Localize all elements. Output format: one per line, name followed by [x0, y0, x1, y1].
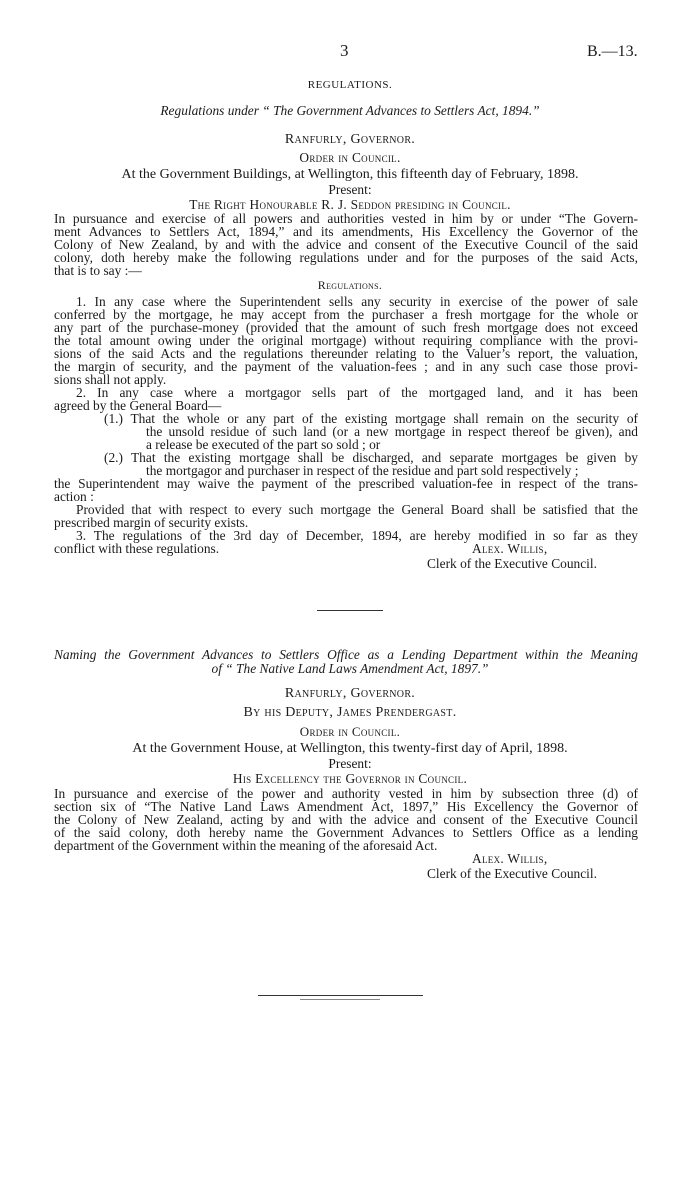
paragraph-2-end-line: action : — [54, 489, 94, 504]
preamble-line: colony, doth hereby make the following regulations under and for the purposes of the said Acts, — [54, 250, 638, 265]
paragraph-3-line: 3. The regulations of the 3rd day of December, 1894, are hereby modified in so far as they — [76, 528, 638, 543]
preamble-line: that is to say :— — [54, 263, 142, 278]
governor-line: Ranfurly, Governor. — [284, 132, 416, 147]
presiding-line: His Excellency the Governor in Council. — [232, 771, 468, 786]
present-label: Present: — [328, 182, 372, 197]
paragraph-2-line: 2. In any case where a mortgagor sells part of the mortgaged land, and it has been — [76, 385, 638, 400]
order-in-council: Order in Council. — [299, 150, 401, 165]
sub-clause-2-line: the mortgagor and purchaser in respect of the residue and part sold respectively ; — [146, 463, 579, 478]
section-2-title-line: of “ The Native Land Laws Amendment Act, 1897.” — [211, 661, 489, 676]
paragraph-1-line: sions of the said Acts and the regulations thereunder relating to the Valuer’s report, the valuation, — [54, 346, 638, 361]
order-in-council: Order in Council. — [299, 724, 401, 739]
paragraph-3-line: conflict with these regulations. — [54, 541, 220, 556]
section-2-title-line: Naming the Government Advances to Settlers Office as a Lending Department within the Meaning — [54, 647, 638, 662]
end-rule — [300, 999, 380, 1000]
section-2-body-line: section six of “The Native Land Laws Amendment Act, 1897,” His Excellency the Governor of — [54, 799, 638, 814]
place-date-line: At the Government Buildings, at Wellington, this fifteenth day of February, 1898. — [121, 167, 579, 182]
present-label: Present: — [328, 756, 372, 771]
paragraph-1-line: any part of the purchase-money (provided that the amount of such fresh mortgage does not exceed — [54, 320, 638, 335]
section-2-body-line: In pursuance and exercise of the power and authority vested in him by subsection three (d) of — [54, 786, 638, 801]
proviso-line: prescribed margin of security exists. — [54, 515, 249, 530]
governor-line: Ranfurly, Governor. — [284, 686, 416, 701]
deputy-line: By his Deputy, James Prendergast. — [243, 705, 457, 720]
sub-clause-1-line: a release be executed of the part so sold ; or — [146, 437, 381, 452]
preamble-line: Colony of New Zealand, by and with the advice and consent of the Executive Council of the said — [54, 237, 638, 252]
page-number: 3 — [340, 41, 349, 60]
paragraph-1-line: conferred by the mortgage, he may accept from the purchaser a fresh mortgage for the whole or — [54, 307, 638, 322]
paragraph-2-line: agreed by the General Board— — [54, 398, 222, 413]
end-rule — [258, 995, 423, 996]
presiding-line: The Right Honourable R. J. Seddon presiding in Council. — [189, 197, 511, 212]
place-date-line: At the Government House, at Wellington, this twenty-first day of April, 1898. — [132, 741, 568, 756]
section-2-body-line: the Colony of New Zealand, acting by and with the advice and consent of the Executive Council — [54, 812, 638, 827]
preamble-line: In pursuance and exercise of all powers and authorities vested in him by or under “The Govern- — [54, 211, 638, 226]
paragraph-1-line: sions shall not apply. — [54, 372, 167, 387]
sub-clause-1-line: (1.) That the whole or any part of the existing mortgage shall remain on the security of — [104, 411, 638, 426]
paragraph-1-line: 1. In any case where the Superintendent sells any security in exercise of the power of sale — [76, 294, 638, 309]
regulations-subtitle: Regulations under “ The Government Advances to Settlers Act, 1894.” — [160, 103, 540, 118]
section-2-body-line: of the said colony, doth hereby name the Government Advances to Settlers Office as a lending — [54, 825, 638, 840]
proviso-line: Provided that with respect to every such mortgage the General Board shall be satisfied that the — [76, 502, 638, 517]
section-divider — [317, 610, 383, 611]
section-2-body-line: department of the Government within the meaning of the aforesaid Act. — [54, 838, 438, 853]
paragraph-2-end-line: the Superintendent may waive the payment of the prescribed valuation-fee in respect of the trans- — [54, 476, 638, 491]
document-reference: B.—13. — [587, 43, 638, 60]
preamble-line: ment Advances to Settlers Act, 1894,” and its amendments, His Excellency the Governor of the — [54, 224, 638, 239]
sub-clause-1-line: the unsold residue of such land (or a new mortgage in respect thereof be given), and — [146, 424, 638, 439]
paragraph-1-line: the margin of security, and the payment of the valuation-fees ; and in any such case those provi- — [54, 359, 638, 374]
regulations-heading: REGULATIONS. — [307, 79, 393, 91]
paragraph-1-line: the total amount owing under the original mortgage) without requiring compliance with the provi- — [54, 333, 638, 348]
signatory-name: Alex. Willis, — [472, 851, 548, 866]
signatory-title: Clerk of the Executive Council. — [427, 556, 597, 571]
sub-clause-2-line: (2.) That the existing mortgage shall be discharged, and separate mortgages be given by — [104, 450, 638, 465]
regulations-subheading: Regulations. — [317, 278, 383, 292]
signatory-title: Clerk of the Executive Council. — [427, 866, 597, 881]
signatory-name: Alex. Willis, — [472, 541, 548, 556]
